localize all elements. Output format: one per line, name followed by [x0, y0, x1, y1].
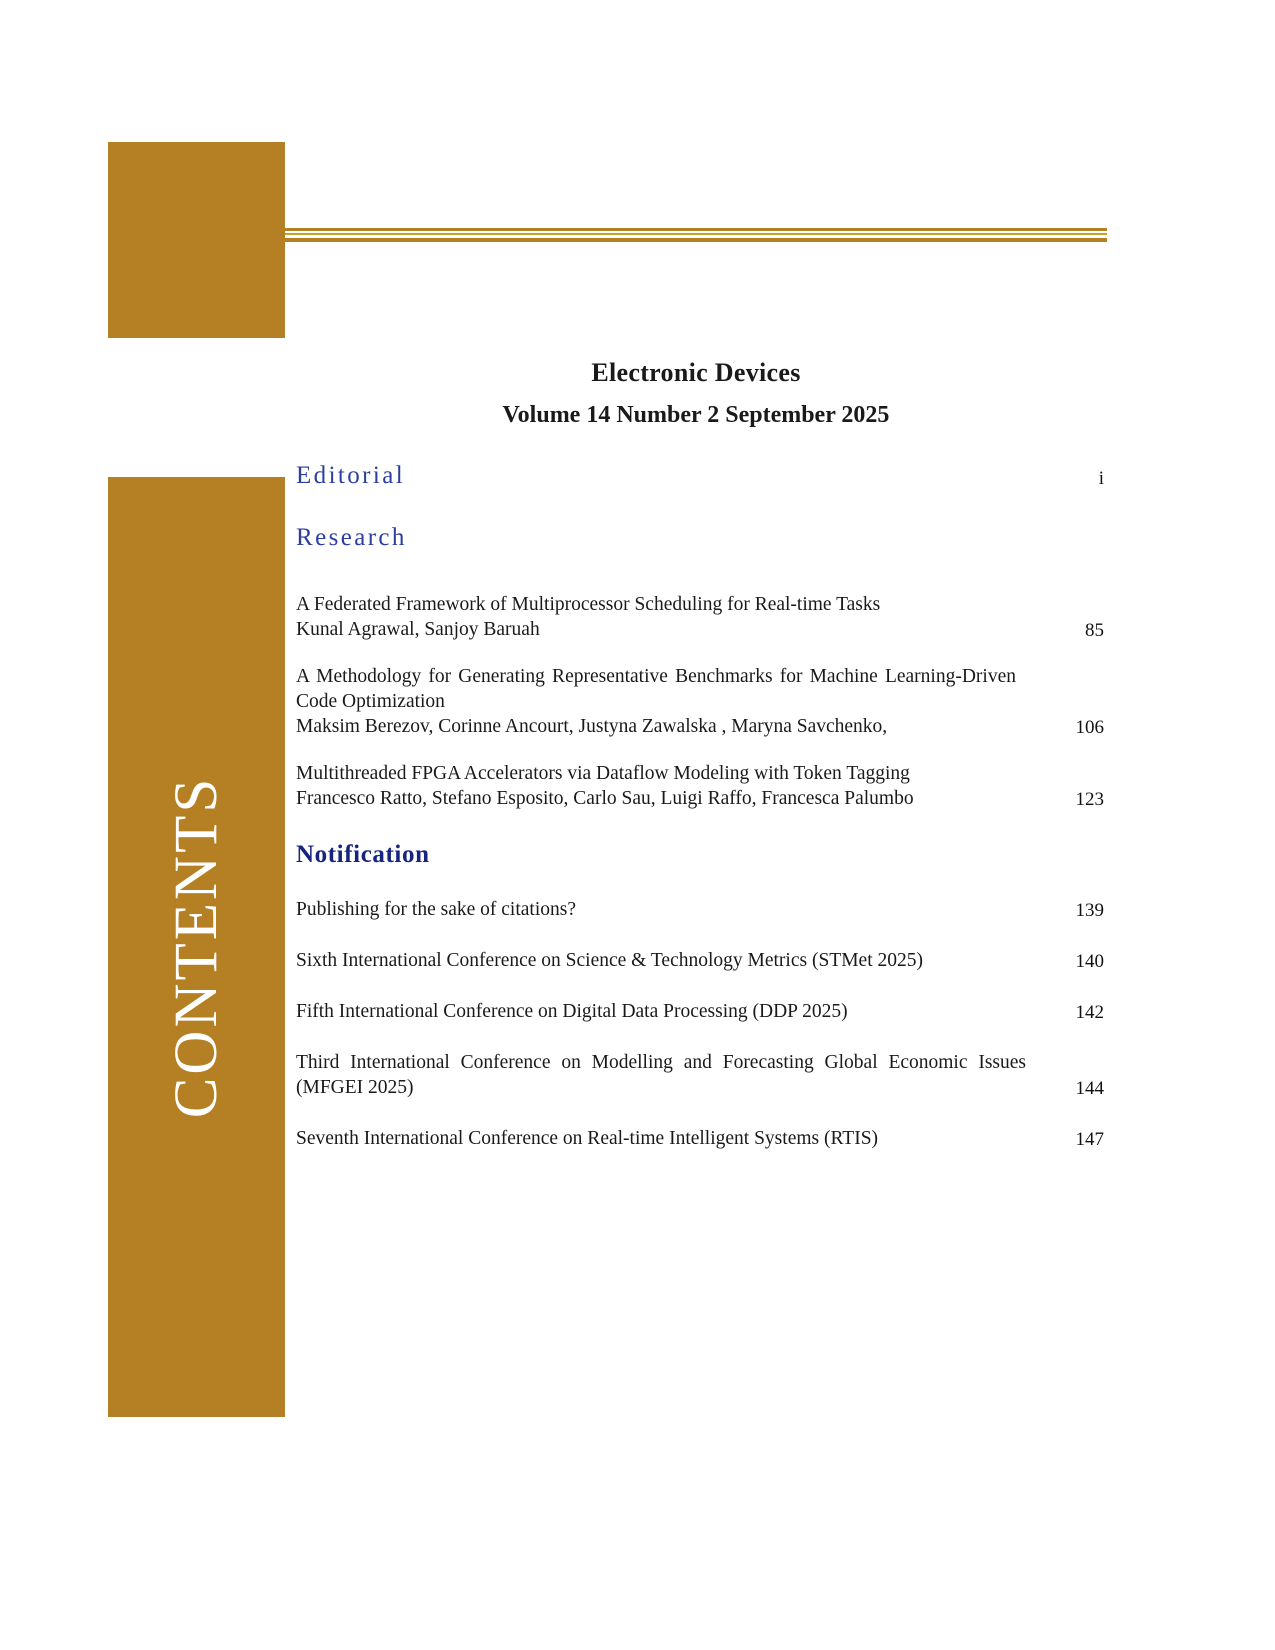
section-heading-research[interactable]: Research: [296, 524, 407, 551]
entry-title[interactable]: Third International Conference on Modelling and Forecasting Global Economic Issues (MFGEI 2025): [296, 1052, 1026, 1098]
rule-line-2: [285, 233, 1107, 235]
entry-authors: Kunal Agrawal, Sanjoy Baruah: [296, 619, 540, 640]
section-editorial: [296, 462, 1104, 490]
list-item[interactable]: [296, 1050, 1104, 1100]
entry-body: [296, 999, 1026, 1024]
journal-title: Electronic Devices: [591, 358, 801, 387]
entry-title[interactable]: Fifth International Conference on Digital Data Processing (DDP 2025): [296, 1001, 848, 1022]
entry-page-number: 123: [1075, 789, 1104, 810]
entry-authors: Maksim Berezov, Corinne Ancourt, Justyna Zawalska , Maryna Savchenko,: [296, 716, 888, 737]
issue-line: Volume 14 Number 2 September 2025: [502, 402, 890, 428]
rule-line-3: [285, 238, 1107, 242]
entry-page-number: 139: [1075, 900, 1104, 921]
entry-page-number: 140: [1075, 951, 1104, 972]
section-research: [296, 524, 1104, 552]
entry-page-number: 144: [1075, 1078, 1104, 1099]
list-item[interactable]: [296, 999, 1104, 1024]
decorative-gold-block-top: [108, 142, 285, 338]
entry-title[interactable]: Multithreaded FPGA Accelerators via Dataflow Modeling with Token Tagging: [296, 763, 910, 784]
entry-body: [296, 1050, 1026, 1100]
entry-body: [296, 1126, 1026, 1151]
list-item[interactable]: [296, 664, 1104, 739]
list-item[interactable]: [296, 897, 1104, 922]
list-item[interactable]: [296, 761, 1104, 811]
journal-header: [285, 358, 1107, 429]
section-heading-notification[interactable]: Notification: [296, 841, 430, 868]
entry-title[interactable]: A Methodology for Generating Representative Benchmarks for Machine Learning-Driven Code Optimization: [296, 666, 1016, 712]
decorative-rules: [285, 228, 1107, 242]
page-number-editorial: i: [1098, 468, 1104, 489]
list-item[interactable]: [296, 592, 1104, 642]
entry-authors: Francesco Ratto, Stefano Esposito, Carlo Sau, Luigi Raffo, Francesca Palumbo: [296, 788, 914, 809]
entry-body: [296, 664, 1016, 739]
entry-body: [296, 948, 1026, 973]
entry-title[interactable]: Publishing for the sake of citations?: [296, 899, 576, 920]
entry-title[interactable]: Seventh International Conference on Real-time Intelligent Systems (RTIS): [296, 1128, 879, 1149]
entry-title[interactable]: A Federated Framework of Multiprocessor Scheduling for Real-time Tasks: [296, 594, 881, 615]
section-heading-editorial[interactable]: Editorial: [296, 462, 406, 489]
entry-page-number: 147: [1075, 1129, 1104, 1150]
entry-body: [296, 897, 1026, 922]
entry-page-number: 142: [1075, 1002, 1104, 1023]
entry-body: [296, 592, 1016, 642]
section-notification: [296, 841, 1104, 869]
list-item[interactable]: [296, 948, 1104, 973]
entry-body: [296, 761, 1016, 811]
entry-page-number: 106: [1075, 717, 1104, 738]
rule-line-1: [285, 228, 1107, 231]
list-item[interactable]: [296, 1126, 1104, 1151]
entry-page-number: 85: [1085, 620, 1104, 641]
table-of-contents: [296, 462, 1104, 1177]
contents-sidebar-label: CONTENTS: [162, 775, 230, 1119]
entry-title[interactable]: Sixth International Conference on Science & Technology Metrics (STMet 2025): [296, 950, 923, 971]
